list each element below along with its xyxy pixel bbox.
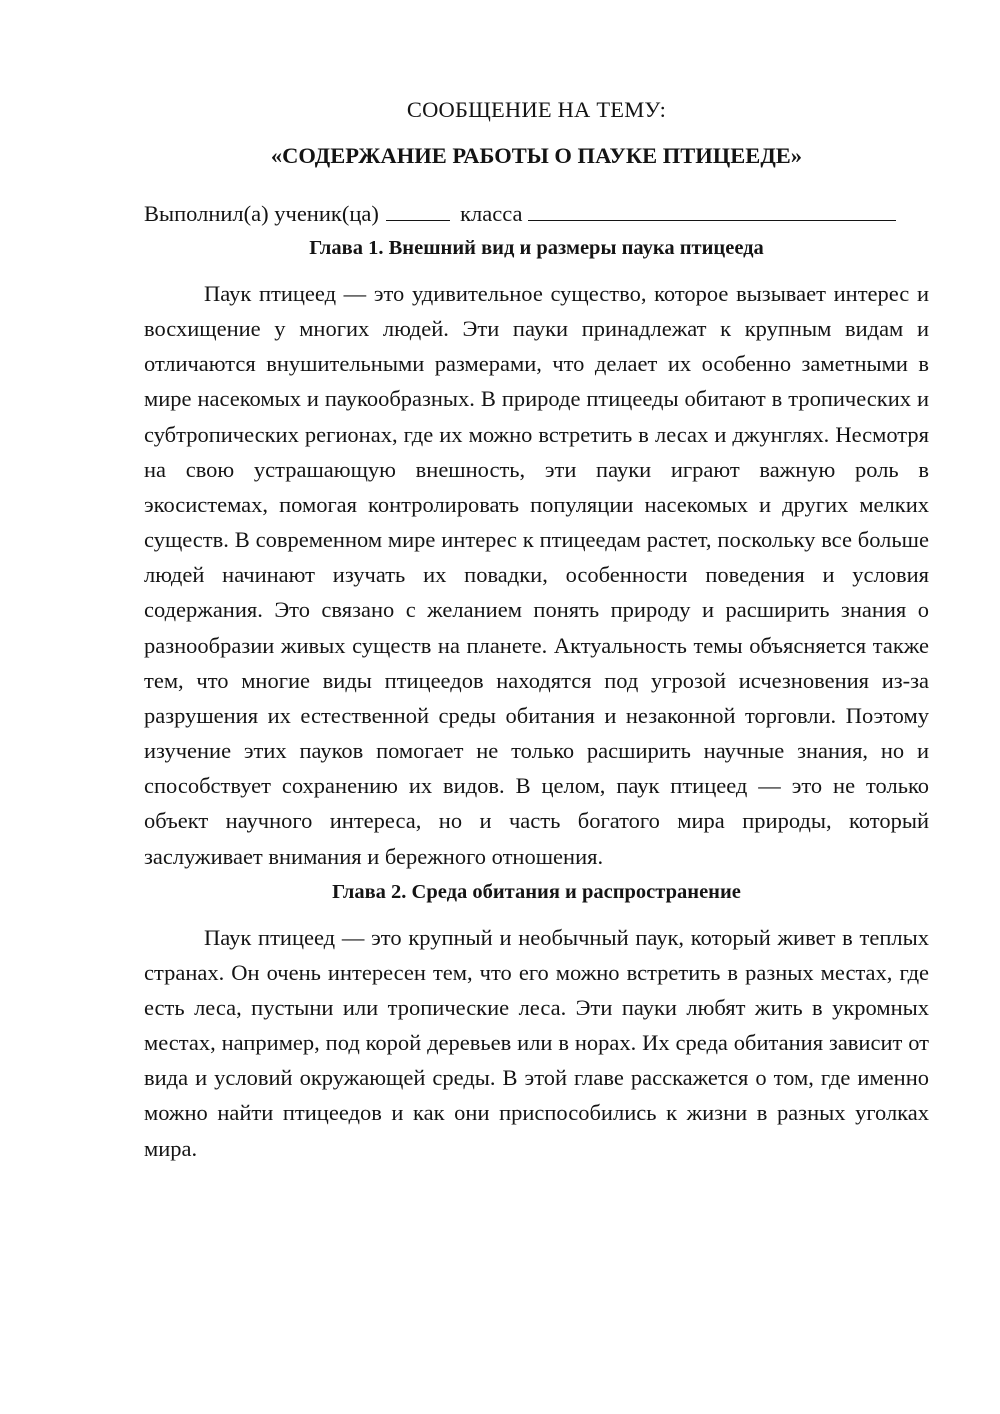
document-title-line-2: «СОДЕРЖАНИЕ РАБОТЫ О ПАУКЕ ПТИЦЕЕДЕ»: [270, 143, 803, 168]
class-blank: [528, 194, 896, 221]
document-title-line-1: СООБЩЕНИЕ НА ТЕМУ:: [406, 97, 667, 122]
byline-prefix: Выполнил(а) ученик(ца): [144, 201, 379, 226]
chapter-2-paragraph: Паук птицеед — это крупный и необычный паук, который живет в теплых странах. Он очень интересен тем, что его можно встретить в разных местах, где есть леса, пустыни или тропические леса. Эти пауки любят жить в укромных местах, например, под корой деревьев или в норах. Их среда обитания зависит от вида и условий окружающей среды. В этой главе расскажется о том, где именно можно найти птицеедов и как они приспособились к жизни в разных уголках мира.: [144, 924, 929, 1161]
chapter-1-paragraph: Паук птицеед — это удивительное существо, которое вызывает интерес и восхищение у многих людей. Эти пауки принадлежат к крупным видам и отличаются внушительными размерами, что делает их особенно заметными в мире насекомых и паукообразных. В природе птицееды обитают в тропических и субтропических регионах, где их можно встретить в лесах и джунглях. Несмотря на свою устрашающую внешность, эти пауки играют важную роль в экосистемах, помогая контролировать популяции насекомых и других мелких существ. В современном мире интерес к птицеедам растет, поскольку все больше людей начинают изучать их повадки, особенности поведения и условия содержания. Это связано с желанием понять природу и расширить знания о разнообразии живых существ на планете. Актуальность темы объясняется также тем, что многие виды птицеедов находятся под угрозой исчезновения из-за разрушения их естественной среды обитания и незаконной торговли. Поэтому изучение этих пауков помогает не только расширить научные знания, но и способствует сохранению их видов. В целом, паук птицеед — это не только объект научного интереса, но и часть богатого мира природы, который заслуживает внимания и бережного отношения.: [144, 281, 929, 869]
student-name-blank: [386, 194, 450, 221]
chapter-1-heading: Глава 1. Внешний вид и размеры паука птицееда: [309, 237, 764, 259]
chapter-2-heading: Глава 2. Среда обитания и распространение: [332, 880, 741, 903]
byline-class-label: класса: [460, 201, 523, 226]
document-page: [144, 92, 929, 1166]
author-byline: [144, 194, 929, 230]
